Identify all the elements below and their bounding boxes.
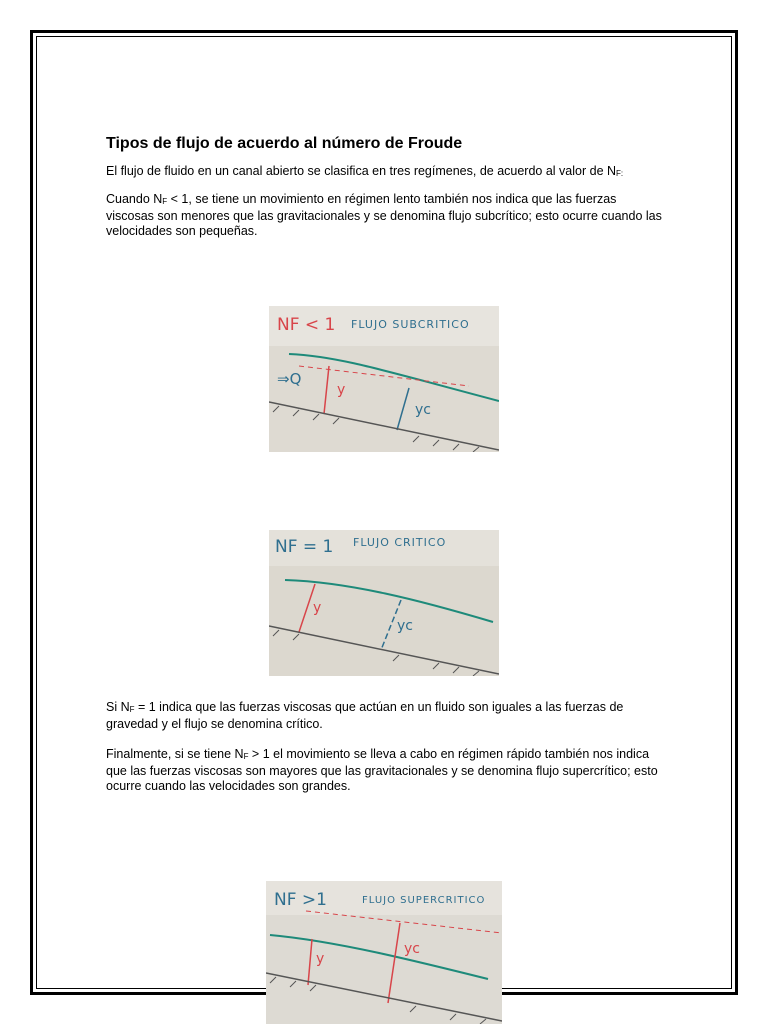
photo-critical-flow [269,530,499,676]
photo-supercritical-flow [266,881,502,1024]
label-yc: yc [415,402,431,418]
paragraph-intro: El flujo de fluido en un canal abierto se clasifica en tres regímenes, de acuerdo al valor de NF: [106,164,624,178]
label-yc: yc [397,618,413,634]
section-title: Tipos de flujo de acuerdo al número de Froude [106,135,463,152]
label-nf-lt-1: NF < 1 [277,315,336,335]
subcritical-sketch [269,306,499,452]
label-flujo-supercritico: FLUJO SUPERCRITICO [362,895,486,906]
photo-subcritical-flow [269,306,499,452]
label-yc: yc [404,941,420,957]
document-body [106,134,666,239]
supercritical-sketch [266,881,502,1024]
label-flujo-subcritico: FLUJO SUBCRITICO [351,318,470,331]
label-y: y [337,382,346,398]
paragraph-supercritical: Finalmente, si se tiene NF > 1 el movimiento se lleva a cabo en régimen rápido también nos indica que las fuerzas viscosas son mayores que las gravitacionales y se denomina flujo supercrítico; esto ocurre cuando las velocidades son grandes. [106,747,658,793]
label-nf-eq-1: NF = 1 [275,537,334,557]
label-q: ⇒Q [277,370,302,388]
label-y: y [316,951,325,967]
paragraph-subcritical: Cuando NF < 1, se tiene un movimiento en régimen lento también nos indica que las fuerzas viscosas son menores que las gravitacionales y se denomina flujo subcrítico; esto ocurre cuando las velocidades son pequeñas. [106,192,662,238]
label-nf-gt-1: NF >1 [274,890,327,910]
document-body-2 [106,700,666,794]
paragraph-critical: Si NF = 1 indica que las fuerzas viscosas que actúan en un fluido son iguales a las fuerzas de gravedad y el flujo se denomina crítico. [106,700,624,731]
critical-sketch [269,530,499,676]
label-y: y [313,600,322,616]
label-flujo-critico: FLUJO CRITICO [353,536,447,549]
